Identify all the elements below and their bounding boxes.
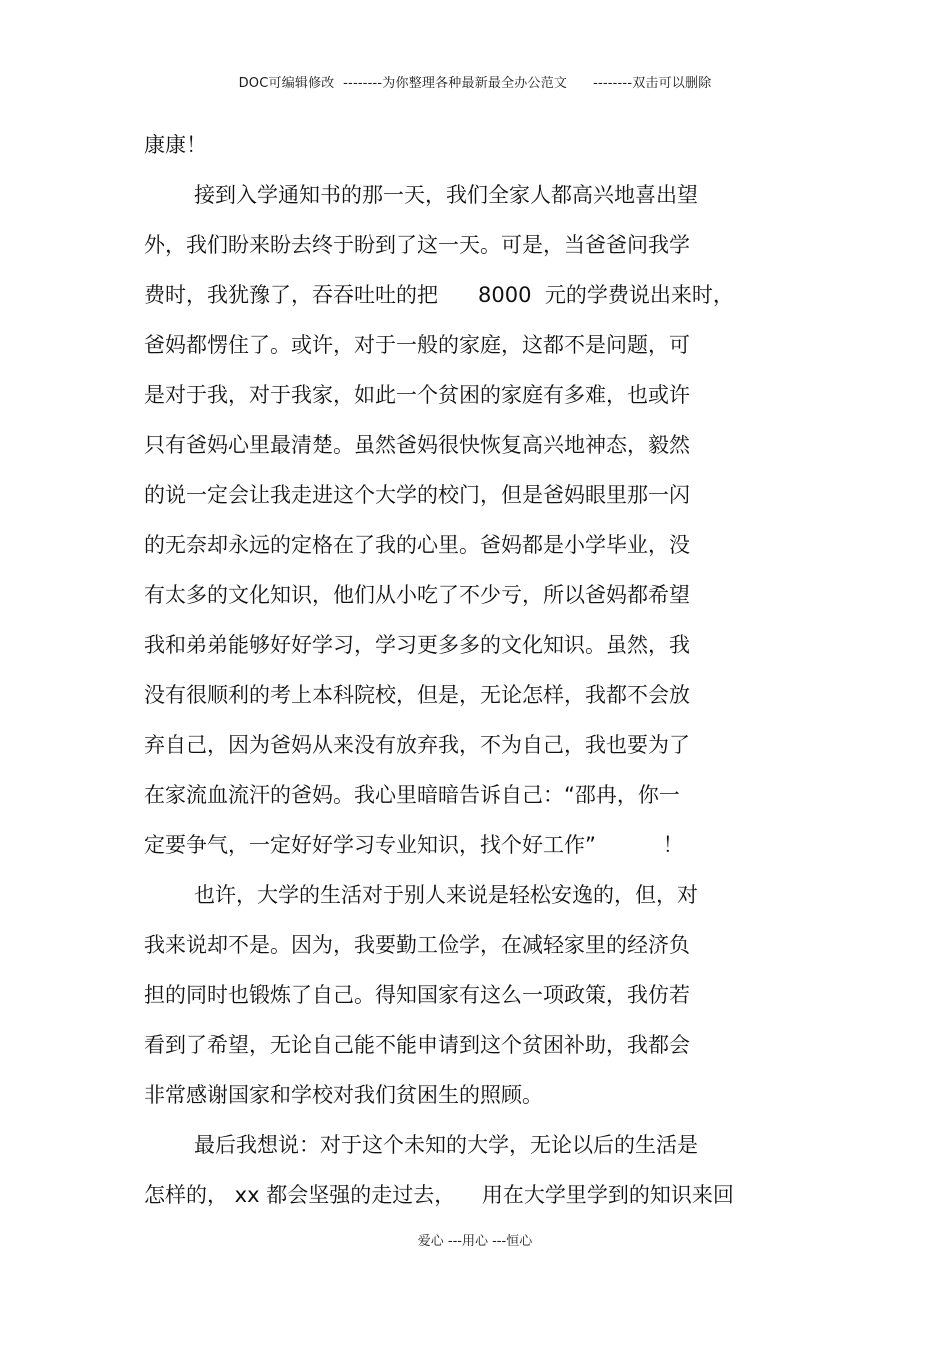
page-footer: 爱心 ---用心 ---恒心 <box>417 1234 533 1249</box>
text-line: 费时，我犹豫了，吞吞吐吐的把 8000 元的学费说出来时， <box>144 283 734 307</box>
text-line: 外，我们盼来盼去终于盼到了这一天。可是，当爸爸问我学 <box>144 233 690 257</box>
page-header: DOC可编辑修改 --------为你整理各种最新最全办公范文 --------双击可以删除 <box>238 76 712 91</box>
text-line: 是对于我，对于我家，如此一个贫困的家庭有多难，也或许 <box>144 383 690 407</box>
text-line: 爸妈都愣住了。或许，对于一般的家庭，这都不是问题，可 <box>144 333 690 357</box>
text-line: 我来说却不是。因为，我要勤工俭学，在减轻家里的经济负 <box>144 933 690 957</box>
text-line: 没有很顺利的考上本科院校，但是，无论怎样，我都不会放 <box>144 683 690 707</box>
text-line: 我和弟弟能够好好学习，学习更多多的文化知识。虽然，我 <box>144 633 690 657</box>
text-line: 康康！ <box>144 133 207 157</box>
text-line: 在家流血流汗的爸妈。我心里暗暗告诉自己：“邵冉，你一 <box>144 783 680 807</box>
text-line: 只有爸妈心里最清楚。虽然爸妈很快恢复高兴地神态，毅然 <box>144 433 690 457</box>
document-body <box>144 120 784 1220</box>
text-line: 定要争气，一定好好学习专业知识，找个好工作” ！ <box>144 833 684 857</box>
text-line: 非常感谢国家和学校对我们贫困生的照顾。 <box>144 1083 543 1107</box>
text-line: 弃自己，因为爸妈从来没有放弃我，不为自己，我也要为了 <box>144 733 690 757</box>
text-line: 看到了希望，无论自己能不能申请到这个贫困补助，我都会 <box>144 1033 690 1057</box>
text-line: 有太多的文化知识，他们从小吃了不少亏，所以爸妈都希望 <box>144 583 690 607</box>
text-line: 的无奈却永远的定格在了我的心里。爸妈都是小学毕业，没 <box>144 533 690 557</box>
text-line: 怎样的， xx 都会坚强的走过去， 用在大学里学到的知识来回 <box>144 1183 734 1207</box>
text-line: 担的同时也锻炼了自己。得知国家有这么一项政策，我仿若 <box>144 983 690 1007</box>
paragraph-start-line: 最后我想说：对于这个未知的大学，无论以后的生活是 <box>194 1133 698 1157</box>
paragraph-start-line: 接到入学通知书的那一天，我们全家人都高兴地喜出望 <box>194 183 698 207</box>
paragraph-start-line: 也许，大学的生活对于别人来说是轻松安逸的，但，对 <box>194 883 698 907</box>
text-line: 的说一定会让我走进这个大学的校门，但是爸妈眼里那一闪 <box>144 483 690 507</box>
